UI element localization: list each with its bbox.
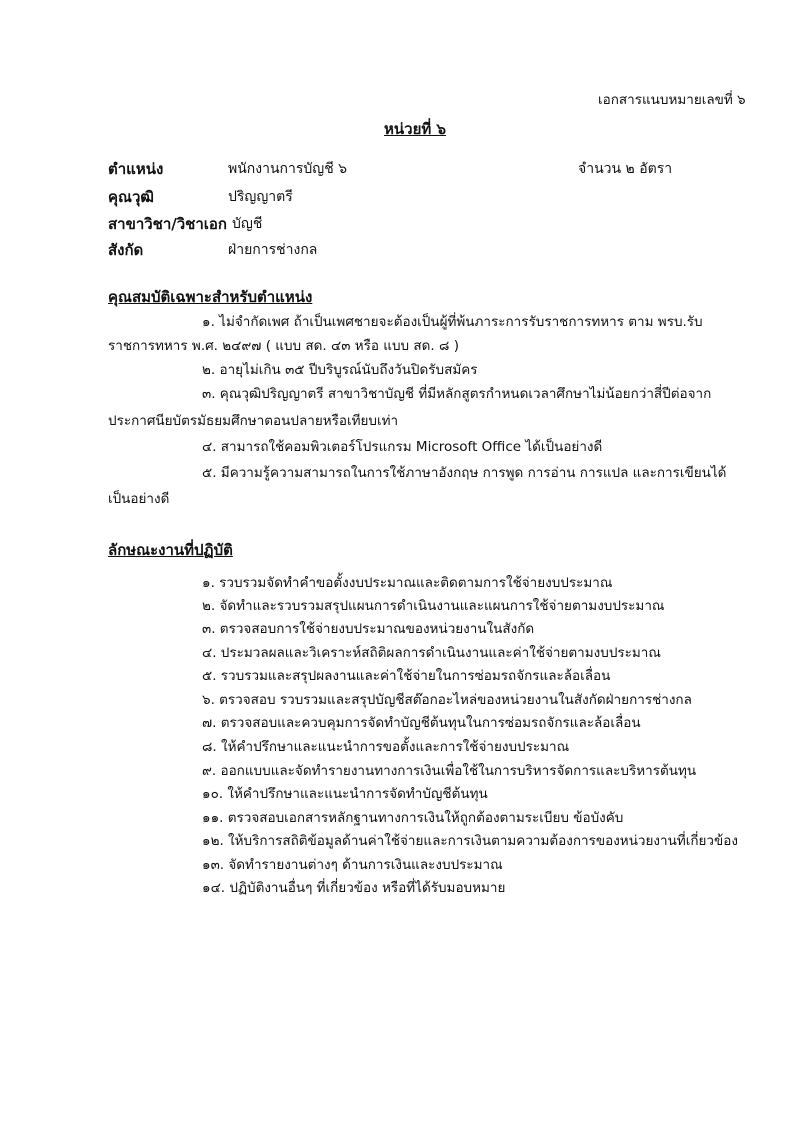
qualification-item-2: ๒. อายุไม่เกิน ๓๕ ปีบริบูรณ์นับถึงวันปิดรับสมัคร — [202, 362, 478, 378]
major-value: บัญชี — [232, 216, 263, 232]
duty-item: ๖. ตรวจสอบ รวบรวมและสรุปบัญชีสต๊อกอะไหล่ของหน่วยงานในสังกัดฝ่ายการช่างกล — [202, 692, 692, 708]
qualifications-heading: คุณสมบัติเฉพาะสำหรับตำแหน่ง — [108, 288, 313, 306]
duty-item: ๑. รวบรวมจัดทำคำขอตั้งงบประมาณและติดตามการใช้จ่ายงบประมาณ — [202, 575, 613, 591]
duty-item: ๒. จัดทำและรวบรวมสรุปแผนการดำเนินงานและแผนการใช้จ่ายตามงบประมาณ — [202, 598, 665, 614]
qualification-item-5-cont: เป็นอย่างดี — [108, 491, 170, 507]
duty-item: ๑๐. ให้คำปรึกษาและแนะนำการจัดทำบัญชีต้นทุน — [202, 786, 488, 802]
qualification-item-1: ๑. ไม่จำกัดเพศ ถ้าเป็นเพศชายจะต้องเป็นผู้ที่พ้นภาระการรับราชการทหาร ตาม พรบ.รับ — [202, 314, 703, 330]
duty-item: ๙. ออกแบบและจัดทำรายงานทางการเงินเพื่อใช้ในการบริหารจัดการและบริหารต้นทุน — [202, 763, 697, 779]
department-value: ฝ่ายการช่างกล — [228, 242, 318, 258]
duty-item: ๕. รวบรวมและสรุปผลงานและค่าใช้จ่ายในการซ่อมรถจักรและล้อเลื่อน — [202, 668, 611, 684]
duty-item: ๘. ให้คำปรึกษาและแนะนำการขอตั้งและการใช้จ่ายงบประมาณ — [202, 739, 570, 755]
qualification-value: ปริญญาตรี — [228, 189, 293, 205]
duty-item: ๔. ประมวลผลและวิเคราะห์สถิติผลการดำเนินงานและค่าใช้จ่ายตามงบประมาณ — [202, 645, 661, 661]
position-value: พนักงานการบัญชี ๖ — [228, 161, 348, 177]
duty-item: ๑๑. ตรวจสอบเอกสารหลักฐานทางการเงินให้ถูกต้องตามระเบียบ ข้อบังคับ — [202, 810, 624, 826]
qualification-item-3: ๓. คุณวุฒิปริญญาตรี สาขาวิชาบัญชี ที่มีหลักสูตรกำหนดเวลาศึกษาไม่น้อยกว่าสี่ปีต่อจาก — [202, 386, 712, 402]
duty-item: ๓. ตรวจสอบการใช้จ่ายงบประมาณของหน่วยงานในสังกัด — [202, 621, 535, 637]
qualification-item-5: ๕. มีความรู้ความสามารถในการใช้ภาษาอังกฤษ การพูด การอ่าน การแปล และการเขียนได้ — [202, 465, 727, 481]
department-label: สังกัด — [108, 241, 144, 259]
unit-title: หน่วยที่ ๖ — [384, 120, 446, 138]
qualification-label: คุณวุฒิ — [108, 188, 154, 206]
position-label: ตำแหน่ง — [108, 160, 164, 178]
duties-heading: ลักษณะงานที่ปฏิบัติ — [108, 541, 233, 559]
duty-item: ๑๔. ปฏิบัติงานอื่นๆ ที่เกี่ยวข้อง หรือที่ได้รับมอบหมาย — [202, 880, 506, 896]
qualification-item-3-cont: ประกาศนียบัตรมัธยมศึกษาตอนปลายหรือเทียบเท่า — [108, 413, 399, 429]
qualification-item-1-cont: ราชการทหาร พ.ศ. ๒๔๙๗ ( แบบ สด. ๔๓ หรือ แบบ สด. ๘ ) — [108, 338, 459, 354]
quota: จำนวน ๒ อัตรา — [578, 161, 673, 177]
qualification-item-4: ๔. สามารถใช้คอมพิวเตอร์โปรแกรม Microsoft Office ได้เป็นอย่างดี — [202, 439, 603, 455]
duty-item: ๑๓. จัดทำรายงานต่างๆ ด้านการเงินและงบประมาณ — [202, 857, 503, 873]
duty-item: ๑๒. ให้บริการสถิติข้อมูลด้านค่าใช้จ่ายและการเงินตามความต้องการของหน่วยงานที่เกี่ยวข้อง — [202, 833, 738, 849]
major-label: สาขาวิชา/วิชาเอก — [108, 215, 228, 233]
attachment-note: เอกสารแนบหมายเลขที่ ๖ — [598, 92, 746, 108]
duty-item: ๗. ตรวจสอบและควบคุมการจัดทำบัญชีต้นทุนในการซ่อมรถจักรและล้อเลื่อน — [202, 715, 641, 731]
